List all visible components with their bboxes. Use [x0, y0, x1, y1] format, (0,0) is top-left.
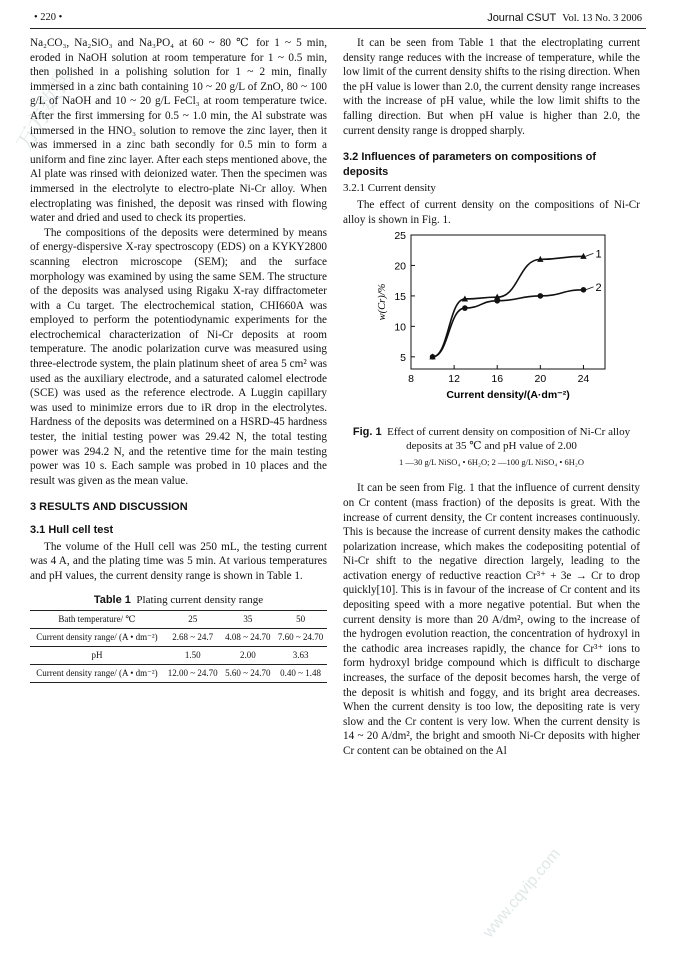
table-cell: 4.08 ~ 24.70	[221, 628, 274, 646]
table-cell: 5.60 ~ 24.70	[221, 664, 274, 682]
table-cell: Current density range/ (A • dm⁻²)	[30, 628, 164, 646]
table-row	[30, 664, 327, 682]
series-callout-line	[585, 253, 593, 256]
plot-frame	[411, 235, 605, 369]
table-cell: 2.68 ~ 24.7	[164, 628, 222, 646]
page-number: • 220 •	[34, 12, 63, 23]
figure-note: 1 —30 g/L NiSO₄ • 6H₂O; 2 —100 g/L NiSO₄ • 6H₂O	[398, 456, 585, 467]
figure-1-chart	[343, 229, 640, 414]
paragraph-table-discussion: It can be seen from Table 1 that the electroplating current density range reduces with the increase of temperature, while the low limit of the current density shifts to the rising direction. When the pH value is lower than 2.0, the current density range increases with the increase of pH value, while the low limit shifts to the falling direction. But when pH value is higher than 2.0, the current density range is dropped sharply.	[343, 37, 640, 137]
plating-current-table	[30, 610, 327, 683]
table-caption-text: Plating current density range	[136, 594, 264, 607]
x-tick-label: 20	[534, 373, 547, 386]
data-point-circle	[581, 287, 587, 293]
subsubsection-heading-current-density: 3.2.1 Current density	[343, 182, 436, 195]
y-axis-label: w(Cr)/%	[377, 283, 388, 321]
journal-info	[487, 12, 642, 24]
x-tick-label: 8	[408, 373, 414, 386]
table-cell: pH	[30, 646, 164, 664]
table-cell: Current density range/ (A • dm⁻²)	[30, 664, 164, 682]
table-cell: 1.50	[164, 646, 222, 664]
paragraph-pretreatment: Na₂CO₃, Na₂SiO₃ and Na₃PO₄ at 60 ~ 80 ℃ for 1 ~ 5 min, eroded in NaOH solution at room temperature for 1 ~ 0.5 min, then polished in a polishing solution for 1 ~ 2 min, finally immersed in a zinc bath containing 10 ~ 20 g/L of ZnO, 80 ~ 100 g/L of NaOH and 10 ~ 20 g/L FeCl₃ at room temperature twice. After the first immersing for 0.5 ~ 1.0 min, the Al substrate was immersed in the HNO₃ solution to remove the zinc layer, then it was immersed in a zinc bath secondly for 0.5 min to form a uniform and fine zinc layer. After each steps mentioned above, the Al plate was rinsed with deionized water. Then the specimen was immersed in the electrolyte to electro-plate Ni-Cr alloy. When electroplating was finished, the deposit was rinsed with flowing water and dried and used to check its properties.	[30, 37, 327, 225]
data-point-circle	[538, 293, 544, 299]
journal-name: Journal CSUT	[487, 12, 557, 24]
x-tick-label: 24	[577, 373, 590, 386]
table-cell: 2.00	[221, 646, 274, 664]
figure-caption-text: Effect of current density on composition of Ni-Cr alloy deposits at 35 ℃ and pH value of 2.00	[387, 425, 631, 452]
table-cell: 35	[221, 610, 274, 628]
paragraph-current-density-effect: It can be seen from Fig. 1 that the influence of current density on Cr content (mass fraction) of the deposits is great. With the increase of current density, the Cr content increases continuously. This is because the increase of current density makes the cathodic polarization increase, which makes the codepositing potential of Ni-Cr shift to the negative direction largely, leading to the activation energy of reductive reaction Cr³⁺ + 3e → Cr to drop quickly[10]. This is in favour of the increase of Cr content and its depositing speed with a more negative potential. But when the current density is more than 20 A/dm², owing to the increase of the hydrogen evolution reaction, the concentration of hydroxyl in the cathodic area increases rapidly, the chance for Cr³⁺ ions to form hydroxyl bridge compound which is difficult to discharge increases, the surface of the deposit becomes harsh, the verge of the deposit is whitish and foggy, and its bright area decreases. When the current density is too low, the depositing rate is very slow and the Cr content is very low. When the current density is 14 ~ 20 A/dm², the bright and smooth Ni-Cr deposits with higher Cr content can be obtained on the Al	[343, 482, 640, 757]
table-row	[30, 646, 327, 664]
series-label: 2	[595, 281, 602, 294]
paragraph-hull-cell: The volume of the Hull cell was 250 mL, the testing current was 4 A, and the plating time was 5 min. At various temperatures and pH values, the current density range is shown in Table 1.	[30, 540, 327, 582]
right-column	[343, 36, 640, 759]
figure-caption-label: Fig. 1	[352, 425, 382, 438]
table-cell: 7.60 ~ 24.70	[274, 628, 327, 646]
x-axis-label: Current density/(A·dm⁻²)	[446, 389, 570, 402]
subsection-heading-parameters: 3.2 Influences of parameters on compositions of deposits	[343, 151, 597, 178]
watermark-text: 万方数据	[11, 65, 78, 155]
table-cell: 12.00 ~ 24.70	[164, 664, 222, 682]
series-callout-line	[585, 287, 593, 290]
table-caption	[30, 593, 327, 608]
table-row	[30, 628, 327, 646]
table-cell: 0.40 ~ 1.48	[274, 664, 327, 682]
series-label: 1	[595, 248, 602, 261]
table-row	[30, 610, 327, 628]
table-cell: 3.63	[274, 646, 327, 664]
paragraph-fig-intro: The effect of current density on the compositions of Ni-Cr alloy is shown in Fig. 1.	[343, 198, 640, 226]
x-tick-label: 16	[491, 373, 504, 386]
volume-info: Vol. 13 No. 3 2006	[562, 13, 642, 24]
table-cell: Bath temperature/ ℃	[30, 610, 164, 628]
data-point-circle	[494, 298, 500, 304]
series-line-1	[433, 256, 584, 357]
y-tick-label: 25	[394, 230, 406, 243]
section-heading-results: 3 RESULTS AND DISCUSSION	[30, 501, 188, 514]
y-tick-label: 5	[400, 351, 406, 364]
table-cell: 50	[274, 610, 327, 628]
y-tick-label: 20	[394, 260, 406, 273]
watermark-url: www.cqvip.com	[480, 845, 564, 941]
header-rule	[30, 28, 646, 29]
y-tick-label: 10	[394, 321, 406, 334]
table-caption-label: Table 1	[93, 594, 131, 607]
data-point-circle	[430, 354, 436, 360]
figure-caption	[343, 425, 640, 453]
x-tick-label: 12	[448, 373, 460, 386]
series-line-2	[433, 290, 584, 357]
y-tick-label: 15	[394, 291, 406, 304]
paragraph-methods: The compositions of the deposits were determined by means of energy-dispersive X-ray spectroscopy (EDS) on a KYKY2800 scanning electron microscope (SEM); and the surface morphology was examined by using the same SEM. The structure of the deposits was analysed using Rigaku X-ray diffractometer with a Cu target. The electrochemical station, CHI660A was employed to perform the potentiodynamic experiments for the electrochemical characterization of Ni-Cr deposits at room temperature. The anodic polarization curve was measured using three-electrode system, the plain platinum sheet of area 5 cm² was used as the auxiliary electrode, and a saturated calomel electrode (SCE) was used as the reference electrode. A Luggin capillary was used to minimize errors due to iR drop in the electrolytes. Hardness of the deposits was determined on a HSRD-45 hardness tester, the initial testing power was 29.42 N, the total testing power was 294.2 N, and the retentive time for the main testing power was 10 s. Each sample was probed in 10 places and the result was given as the mean value.	[30, 226, 327, 487]
running-header	[34, 10, 642, 28]
subsection-heading-hull-cell: 3.1 Hull cell test	[30, 524, 114, 536]
data-point-circle	[462, 305, 468, 311]
left-column	[30, 36, 327, 683]
table-cell: 25	[164, 610, 222, 628]
